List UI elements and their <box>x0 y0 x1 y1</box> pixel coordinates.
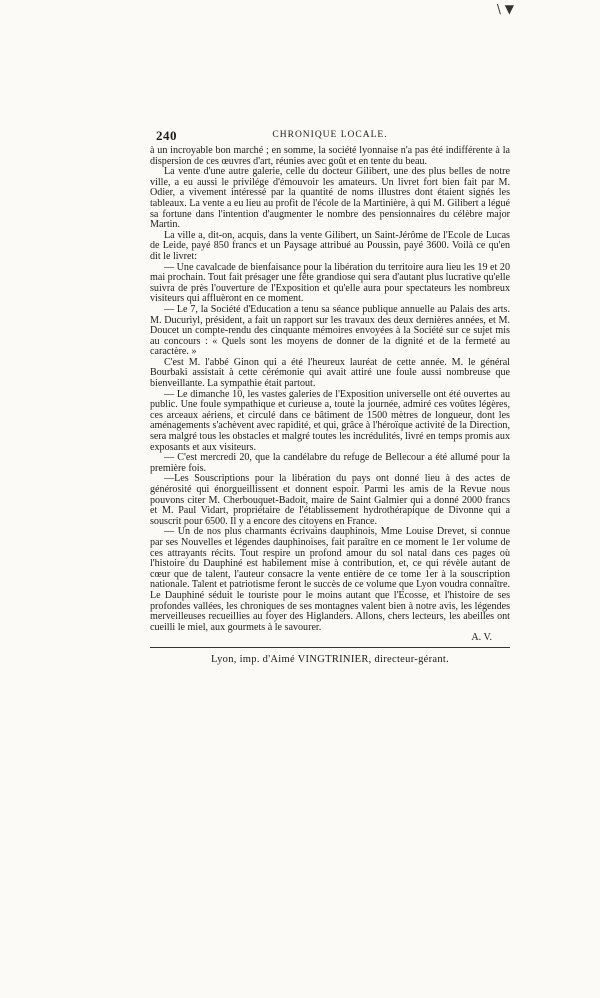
article-body <box>150 146 510 644</box>
corner-mark: \ ▼ <box>496 2 514 16</box>
paragraph-3: La ville a, dit-on, acquis, dans la vente Gilibert, un Saint-Jérôme de l'Ecole de Lucas de Leide, payé 850 francs et un Paysage attribué au Poussin, payé 3600. Voilà ce qu'en dit le livret: <box>150 229 510 262</box>
paragraph-8: — C'est mercredi 20, que la candélabre du refuge de Bellecour a été allumé pour la première fois. <box>150 452 510 474</box>
page-header <box>150 128 510 144</box>
paragraph-4: — Une cavalcade de bienfaisance pour la libération du territoire aura lieu les 19 et 20 mai prochain. Tout fait présager une fête grandiose qui sera d'autant plus lucrative qu'elle suivra de près l'ouverture de l'Exposition et qu'elle aura pour spectateurs les nombreux visiteurs qui affluèront en ce moment. <box>150 261 510 305</box>
printer-imprint: Lyon, imp. d'Aimé VINGTRINIER, directeur-gérant. <box>210 653 450 665</box>
paragraph-10: — Un de nos plus charmants écrivains dauphinois, Mme Louise Drevet, si connue par ses Nouvelles et légendes dauphinoises, fait paraître en ce moment le 1er volume de ces attrayants récits. Tout respire un profond amour du sol natal dans ces pages où l'histoire du Dauphiné est habilement mise à contribution, et, ce qui révèle autant de cœur que de talent, l'auteur consacre la vente entière de ce tome 1er à la souscription nationale. Talent et patriotisme feront le succès de ce volume que Lyon voudra connaître. Le Dauphiné séduit le touriste pour le moins autant que l'Ecosse, et l'histoire de ses profondes vallées, les chroniques de ses montagnes valent bien à notre avis, les légendes merveilleuses recueillies au foyer des Higlanders. Allons, chers lecteurs, les abeilles ont cueilli le miel, aux gourmets à le savourer. <box>150 526 510 633</box>
paragraph-7: — Le dimanche 10, les vastes galeries de l'Exposition universelle ont été ouvertes au public. Une foule sympathique et curieuse a, toute la journée, admiré ces voûtes légères, ces arceaux aériens, et circulé dans ce bâtiment de 1500 mètres de longueur, dont les aménagements s'achèvent avec rapidité, et qui, grâce à l'héroïque activité de la Direction, sera malgré tous les obstacles et malgré toutes les incrédulités, livré en temps promis aux exposants et aux visiteurs. <box>150 388 510 453</box>
document-page <box>150 128 510 665</box>
page-number: 240 <box>156 128 177 143</box>
divider-rule <box>150 647 510 648</box>
signature: A. V. <box>471 632 492 644</box>
paragraph-5: — Le 7, la Société d'Education a tenu sa séance publique annuelle au Palais des arts. M. Ducuriyl, président, a fait un rapport sur les travaux des deux dernières années, et M. Doucet un compte-rendu des cinquante mémoires envoyées à la Société sur ce sujet mis au concours : « Quels sont les moyens de donner de la dignité et de la fermeté au caractère. » <box>150 303 510 358</box>
paragraph-9: —Les Souscriptions pour la libération du pays ont donné lieu à des actes de générosité qui énorgueillissent et donnent espoir. Parmi les amis de la Revue nous pouvons citer M. Cherbouquet-Badoit, maire de Saint Galmier qui a donné 2000 francs et M. Paul Vidart, propriétaire de l'établissement hydrothérapique de Divonne qui a souscrit pour 6500. Il y a encore des citoyens en France. <box>150 473 510 527</box>
running-title: CHRONIQUE LOCALE. <box>272 130 388 140</box>
paragraph-2: La vente d'une autre galerie, celle du docteur Gilibert, une des plus belles de notre ville, a eu aussi le privilége d'émouvoir les amateurs. Un livret fort bien fait par M. Odier, a vivement intéressé par la quantité de noms illustres dont étaient signés les tableaux. La vente a eu lieu au profit de l'école de la Martinière, à qui M. Gilibert a légué sa fortune dans l'intention d'augmenter le nombre des pensionnaires du célèbre major Martin. <box>150 166 510 231</box>
paragraph-1: à un incroyable bon marché ; en somme, la société lyonnaise n'a pas été indifférente à la dispersion de ces œuvres d'art, réunies avec goût et en tente du beau. <box>150 145 510 167</box>
paragraph-6: C'est M. l'abbé Ginon qui a été l'heureux lauréat de cette année. M. le général Bourbaki assistait à cette cérémonie qui avait attiré une foule aussi nombreuse que bienveillante. La sympathie était partout. <box>150 356 510 390</box>
